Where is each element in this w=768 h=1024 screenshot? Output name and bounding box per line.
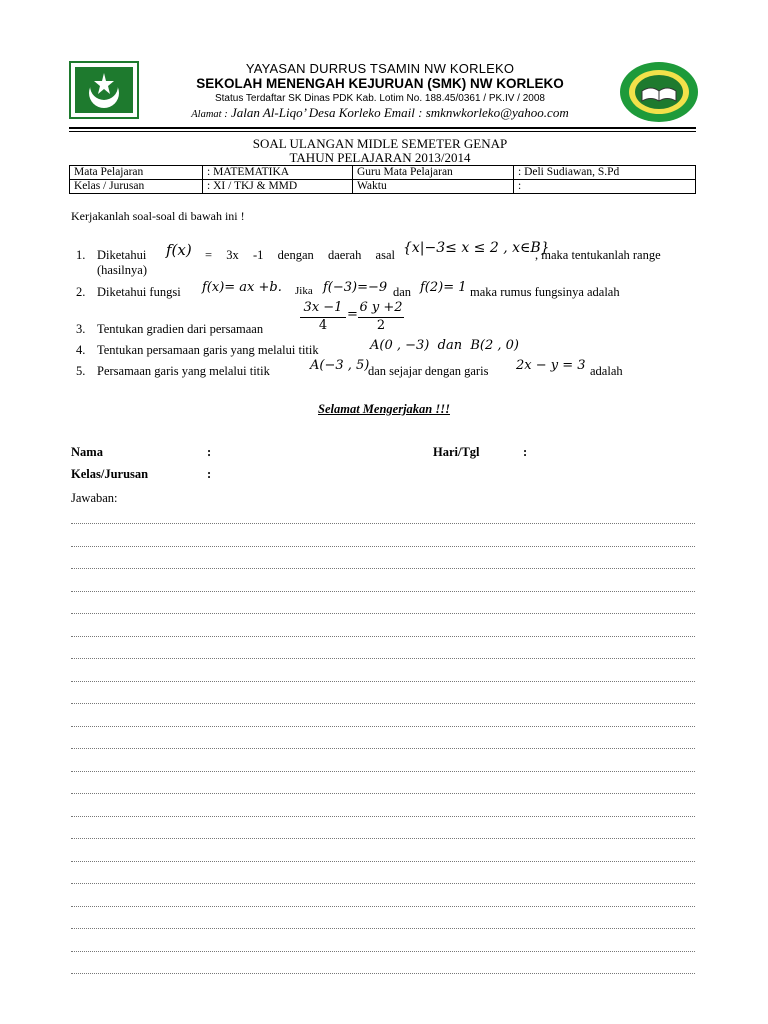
class-colon: : [207, 467, 212, 481]
answer-line[interactable] [71, 928, 695, 929]
answer-line[interactable] [71, 793, 695, 794]
math-expression: f(x)= ax +b. [202, 280, 282, 295]
answer-line[interactable] [71, 703, 695, 704]
answer-line[interactable] [71, 591, 695, 592]
exam-info-table [69, 165, 696, 194]
math-expression: {x|−3≤ x ≤ 2 , x∈B} [403, 240, 550, 256]
question-text: Tentukan persamaan garis yang melalui titik [97, 343, 319, 357]
foundation-name: YAYASAN DURRUS TSAMIN NW KORLEKO [245, 61, 515, 76]
math-expression: f(2)= 1 [420, 280, 467, 295]
answer-line[interactable] [71, 523, 695, 524]
fraction-denominator: 4 [318, 318, 328, 333]
question-text: dan sejajar dengan garis [368, 364, 489, 378]
table-cell: : MATEMATIKA [203, 166, 353, 180]
book-seal-icon [618, 61, 700, 123]
school-name: SEKOLAH MENENGAH KEJURUAN (SMK) NW KORLEKO [196, 76, 564, 91]
table-cell: Kelas / Jurusan [70, 180, 203, 194]
fraction-numerator: 6 y +2 [359, 300, 403, 315]
math-expression: f(x) [166, 241, 192, 259]
question-text: dan [393, 285, 412, 299]
math-expression: 2x − y = 3 [516, 358, 586, 373]
school-emblem-left [69, 61, 139, 119]
table-cell: : Deli Sudiawan, S.Pd [514, 166, 696, 180]
table-cell: Guru Mata Pelajaran [353, 166, 514, 180]
math-expression: A(−3 , 5) [310, 358, 370, 373]
closing-greeting: Selamat Mengerjakan !!! [318, 402, 450, 416]
question-text: Tentukan gradien dari persamaan [97, 322, 264, 336]
academic-year: TAHUN PELAJARAN 2013/2014 [289, 150, 471, 165]
school-address [150, 105, 610, 121]
equals-sign: = [347, 307, 358, 322]
answer-line[interactable] [71, 726, 695, 727]
address-text: Jalan Al-Liqo’ Desa Korleko Email : smknwkorleko@yahoo.com [230, 105, 569, 120]
answer-line[interactable] [71, 883, 695, 884]
header-rule-thick [69, 127, 696, 129]
answer-line[interactable] [71, 568, 695, 569]
question-text: Persamaan garis yang melalui titik [97, 364, 270, 378]
answer-line[interactable] [71, 906, 695, 907]
question-text: Diketahui fungsi [97, 285, 181, 299]
answer-line[interactable] [71, 951, 695, 952]
header-rule-thin [69, 131, 696, 132]
answer-line[interactable] [71, 861, 695, 862]
table-cell: : [514, 180, 696, 194]
table-cell: Waktu [353, 180, 514, 194]
question-text: , maka tentukanlah range [535, 248, 661, 262]
answer-line[interactable] [71, 816, 695, 817]
math-expression: f(−3)=−9 [323, 280, 388, 295]
table-row [70, 166, 696, 180]
address-label: Alamat : [191, 109, 228, 120]
school-emblem-right [618, 61, 700, 123]
question-number: 5. [76, 364, 86, 378]
answer-line[interactable] [71, 771, 695, 772]
answer-line[interactable] [71, 973, 695, 974]
question-number: 2. [76, 285, 86, 299]
answer-line[interactable] [71, 681, 695, 682]
exam-title: SOAL ULANGAN MIDLE SEMETER GENAP [252, 136, 508, 151]
school-status: Status Terdaftar SK Dinas PDK Kab. Lotim No. 188.45/0361 / PK.IV / 2008 [214, 93, 545, 104]
table-row [70, 180, 696, 194]
fraction-numerator: 3x −1 [303, 300, 343, 315]
name-colon: : [207, 445, 212, 459]
answer-line[interactable] [71, 613, 695, 614]
question-text: maka rumus fungsinya adalah [470, 285, 620, 299]
table-cell: Mata Pelajaran [70, 166, 203, 180]
answer-line[interactable] [71, 546, 695, 547]
question-text: Diketahui [97, 248, 147, 262]
day-date-label: Hari/Tgl [433, 445, 480, 459]
answer-line[interactable] [71, 838, 695, 839]
table-cell: : XI / TKJ & MMD [203, 180, 353, 194]
question-number: 3. [76, 322, 86, 336]
answer-line[interactable] [71, 636, 695, 637]
instruction-text: Kerjakanlah soal-soal di bawah ini ! [71, 209, 245, 223]
class-label: Kelas/Jurusan [71, 467, 149, 481]
day-date-colon: : [523, 445, 528, 459]
answer-label: Jawaban: [71, 491, 118, 505]
question-text: adalah [590, 364, 623, 378]
question-number: 4. [76, 343, 86, 357]
name-label: Nama [71, 445, 103, 459]
math-expression: A(0 , −3) dan B(2 , 0) [370, 338, 519, 353]
question-number: 1. [76, 248, 86, 262]
answer-line[interactable] [71, 748, 695, 749]
answer-line[interactable] [71, 658, 695, 659]
question-text: Jika [295, 285, 313, 297]
crescent-star-icon [71, 63, 137, 117]
question-text: = 3x -1 dengan daerah asal [205, 248, 395, 262]
question-text: (hasilnya) [97, 263, 147, 277]
fraction-denominator: 2 [376, 318, 386, 333]
